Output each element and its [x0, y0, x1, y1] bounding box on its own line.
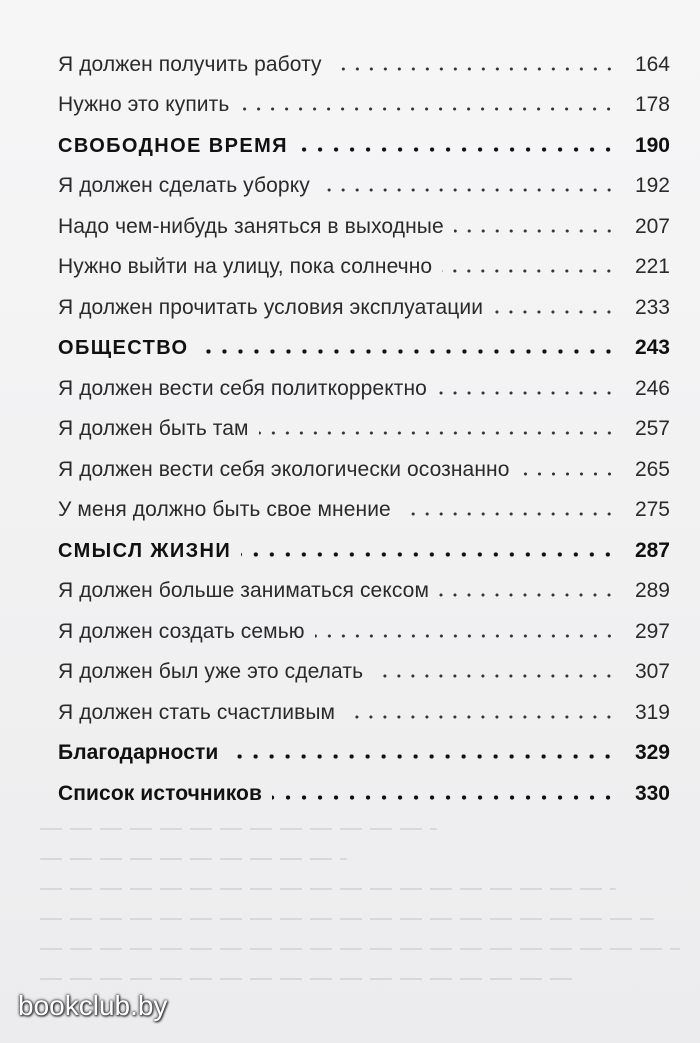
dot-leader — [454, 229, 616, 233]
toc-entry — [58, 162, 670, 203]
dot-leader — [239, 107, 616, 111]
toc-entry — [58, 405, 670, 446]
toc-entry-page: 319 — [634, 700, 670, 724]
dot-leader — [320, 188, 616, 192]
toc-entry-page: 221 — [634, 255, 670, 278]
toc-entry — [58, 364, 670, 405]
table-of-contents — [58, 40, 670, 810]
toc-entry-page: 297 — [634, 619, 670, 643]
toc-entry — [58, 445, 670, 486]
toc-entry-page: 246 — [634, 376, 670, 400]
toc-entry-label: Благодарности — [58, 741, 219, 764]
section-page: 287 — [634, 538, 670, 562]
watermark-logo: bookclub.by — [18, 990, 168, 1021]
toc-entry-label: Я должен стать счастливым — [58, 700, 336, 724]
dot-leader — [442, 269, 616, 273]
toc-entry-label: Я должен больше заниматься сексом — [58, 579, 429, 602]
section-page: 243 — [634, 336, 670, 359]
toc-entry-label: Я должен был уже это сделать — [58, 660, 364, 683]
toc-entry-acknowledgements — [58, 729, 670, 770]
dot-leader — [493, 310, 616, 314]
dot-leader — [401, 512, 616, 516]
toc-entry-page: 289 — [634, 579, 670, 602]
dot-leader — [439, 593, 616, 597]
toc-entry-page: 275 — [634, 498, 670, 521]
dot-leader — [228, 754, 616, 759]
toc-entry-page: 192 — [634, 174, 670, 197]
section-page: 190 — [634, 133, 670, 157]
toc-section-heading — [58, 324, 670, 365]
toc-entry-page: 329 — [634, 741, 670, 764]
toc-entry-label: Я должен сделать уборку — [58, 174, 310, 197]
toc-entry-label: Я должен создать семью — [58, 619, 305, 643]
toc-entry-label: Нужно это купить — [58, 93, 230, 116]
dot-leader — [345, 715, 616, 719]
toc-entry-page: 257 — [634, 417, 670, 440]
dot-leader — [332, 67, 616, 71]
toc-entry-page: 207 — [634, 214, 670, 238]
dot-leader — [437, 391, 616, 395]
section-title: ОБЩЕСТВО — [58, 337, 189, 359]
toc-entry — [58, 567, 670, 608]
toc-entry-page: 330 — [634, 781, 670, 805]
toc-entry — [58, 486, 670, 527]
toc-entry-references — [58, 769, 670, 810]
toc-entry — [58, 688, 670, 729]
toc-entry-label: Я должен быть там — [58, 417, 249, 440]
toc-entry-page: 233 — [634, 295, 670, 319]
dot-leader — [315, 634, 616, 638]
toc-entry — [58, 243, 670, 284]
toc-entry — [58, 607, 670, 648]
toc-entry-label: Я должен прочитать условия эксплуатации — [58, 295, 484, 319]
section-title: СМЫСЛ ЖИЗНИ — [58, 539, 232, 562]
toc-entry — [58, 40, 670, 81]
toc-entry-label: У меня должно быть свое мнение — [58, 498, 391, 521]
toc-entry-page: 307 — [634, 660, 670, 683]
toc-section-heading — [58, 526, 670, 567]
toc-entry-label: Я должен вести себя экологически осознанно — [58, 457, 510, 481]
toc-entry-label: Я должен получить работу — [58, 52, 322, 76]
dot-leader — [373, 674, 616, 678]
toc-entry-page: 265 — [634, 457, 670, 481]
toc-entry-page: 164 — [634, 52, 670, 76]
dot-leader — [259, 431, 616, 435]
toc-entry-label: Нужно выйти на улицу, пока солнечно — [58, 255, 433, 278]
dot-leader — [241, 552, 616, 557]
section-title: СВОБОДНОЕ ВРЕМЯ — [58, 134, 288, 157]
toc-entry — [58, 202, 670, 243]
toc-entry-label: Надо чем-нибудь заняться в выходные — [58, 214, 444, 238]
toc-entry — [58, 283, 670, 324]
dot-leader — [520, 472, 616, 476]
dot-leader — [199, 349, 616, 354]
toc-entry — [58, 648, 670, 689]
toc-entry-label: Я должен вести себя политкорректно — [58, 376, 427, 400]
toc-entry-label: Список источников — [58, 781, 262, 805]
toc-section-heading — [58, 121, 670, 162]
dot-leader — [272, 795, 616, 800]
toc-entry — [58, 81, 670, 122]
dot-leader — [298, 147, 616, 152]
toc-entry-page: 178 — [634, 93, 670, 116]
